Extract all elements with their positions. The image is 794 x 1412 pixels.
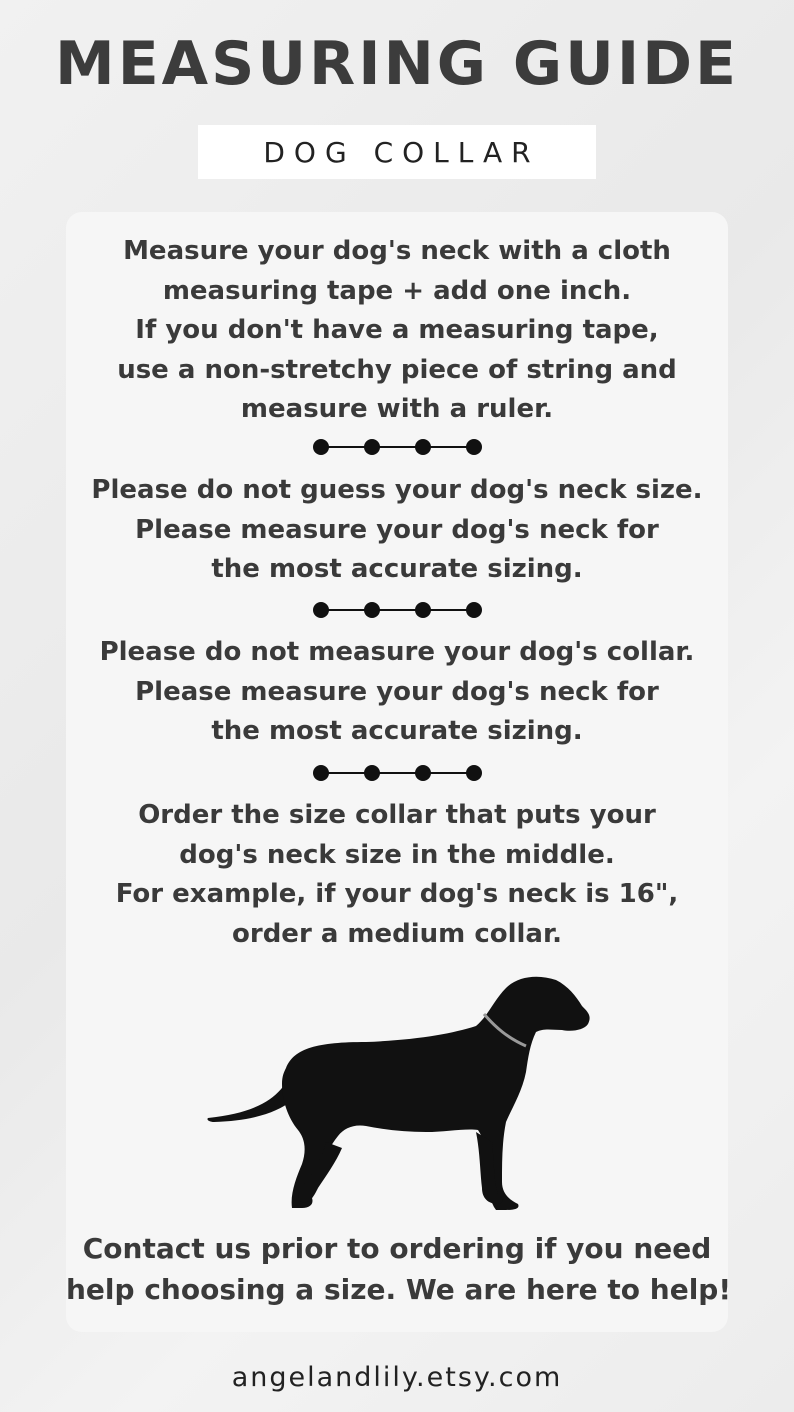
dog-silhouette-icon — [206, 972, 596, 1217]
dot-line-divider-icon — [313, 601, 483, 619]
instructions-card — [66, 212, 732, 1332]
section-2-line-2: Please measure your dog's neck for — [135, 514, 659, 545]
contact-line-2: help choosing a size. We are here to help! — [66, 1273, 732, 1306]
section-4-line-2: dog's neck size in the middle. — [179, 839, 615, 870]
instruction-section-4 — [66, 796, 728, 954]
instruction-section-2 — [66, 471, 728, 590]
contact-message — [66, 1228, 732, 1310]
section-3-line-2: Please measure your dog's neck for — [135, 676, 659, 707]
section-1-line-4: use a non-stretchy piece of string and — [117, 354, 677, 385]
section-4-line-1: Order the size collar that puts your — [138, 800, 656, 830]
dot-line-divider-icon — [313, 438, 483, 456]
section-3-line-1: Please do not measure your dog's collar. — [99, 637, 695, 667]
dot-line-divider-icon — [313, 764, 483, 782]
section-4-line-4: order a medium collar. — [232, 918, 562, 949]
section-1-line-2: measuring tape + add one inch. — [162, 275, 632, 306]
section-2-line-1: Please do not guess your dog's neck size. — [91, 475, 703, 505]
section-1-line-5: measure with a ruler. — [240, 394, 554, 424]
contact-line-1: Contact us prior to ordering if you need — [82, 1232, 712, 1265]
section-4-line-3: For example, if your dog's neck is 16", — [115, 879, 679, 909]
section-1-line-1: Measure your dog's neck with a cloth — [123, 236, 671, 266]
subtitle-banner — [198, 125, 596, 179]
shop-url: angelandlily.etsy.com — [231, 1362, 563, 1393]
subtitle: DOG COLLAR — [263, 135, 540, 169]
section-2-line-3: the most accurate sizing. — [211, 554, 583, 584]
instruction-section-1 — [66, 232, 728, 430]
section-1-line-3: If you don't have a measuring tape, — [135, 315, 659, 345]
section-3-line-3: the most accurate sizing. — [211, 716, 583, 746]
page-title: MEASURING GUIDE — [54, 29, 740, 99]
instruction-section-3 — [66, 633, 728, 752]
